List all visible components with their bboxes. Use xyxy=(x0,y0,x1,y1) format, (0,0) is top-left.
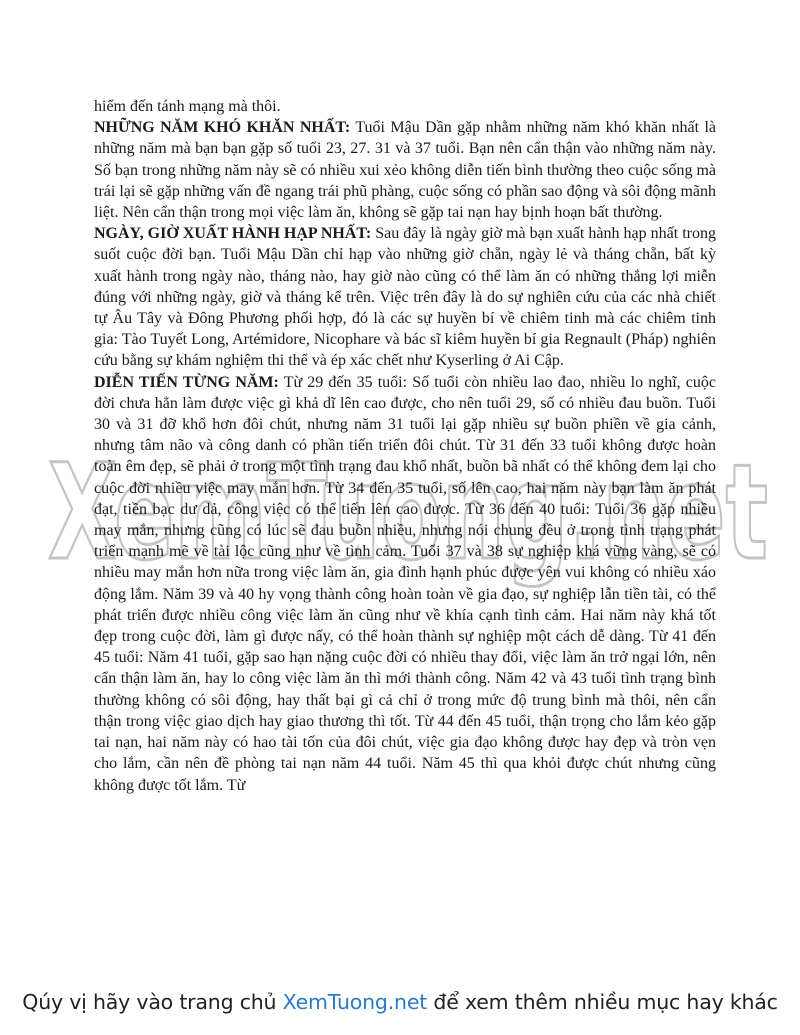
section-text: Từ 29 đến 35 tuổi: Số tuổi còn nhiều lao đao, nhiều lo nghĩ, cuộc đời chưa hẳn làm được việc gì khả dĩ lên cao được, cho nên tuổi 29, số có nhiều đau buồn. Tuổi 30 và 31 đỡ khổ hơn đôi chút, nhưng năm 31 tuổi lại gặp nhiều sự buồn phiền về gia cảnh, nhưng tâm não và công danh có phần tiến triển đôi chút. Từ 31 đến 33 tuổi không được hoàn toàn êm đẹp, sẽ phải ở trong một tình trạng đau khổ nhất, buồn bã nhất có thể không đem lại cho cuộc đời nhiều việc may mắn hơn. Từ 34 đến 35 tuổi, số lên cao, hai năm này bạn làm ăn phát đạt, tiền bạc dư dả, công việc có thể tiến lên cao được. Từ 36 đến 40 tuổi: Tuổi 36 gặp nhiều may mắn, nhưng cũng có lúc sẽ đau buồn nhiều, nhưng nói chung đều ở trong tình trạng phát triển mạnh mẽ về tài lộc cũng như về tình cảm. Tuổi 37 và 38 sự nghiệp khá vững vàng, sẽ có nhiều may mắn hơn nữa trong việc làm ăn, gia đình hạnh phúc được yên vui không có nhiều xáo động lắm. Năm 39 và 40 hy vọng thành công hoàn toàn về gia đạo, sự nghiệp lẫn tiền tài, có thể phát triển được nhiều công việc làm ăn cũng như về khía cạnh tình cảm. Hai năm này khá tốt đẹp trong cuộc đời, làm gì được nấy, có thể hoàn thành sự nghiệp một cách dễ dàng. Từ 41 đến 45 tuổi: Năm 41 tuổi, gặp sao hạn nặng cuộc đời có nhiều thay đổi, việc làm ăn trở ngại lớn, nên cẩn thận làm ăn, hay lo công việc làm ăn thì mới thành công. Năm 42 và 43 tuổi tình trạng bình thường không có sôi động, hay thất bại gì cả chỉ ở trong mức độ trung bình mà thôi, nên cẩn thận trong việc giao dịch hay giao thương thì tốt. Từ 44 đến 45 tuổi, thận trọng cho lắm kẻo gặp tai nạn, hai năm này có hao tài tốn của đôi chút, việc gia đạo không được hay đẹp và tròn vẹn cho lắm, cần nên đề phòng tai nạn năm 44 tuổi. Năm 45 thì qua khỏi được chút nhưng cũng không được tốt lắm. Từ xyxy=(94,373,717,794)
section-yearly-progress xyxy=(94,372,716,796)
section-heading: NGÀY, GIỜ XUẤT HÀNH HẠP NHẤT: xyxy=(94,225,372,243)
footer-banner xyxy=(0,990,800,1014)
watermark-text: XemTuong.net xyxy=(48,440,768,590)
section-heading: NHỮNG NĂM KHÓ KHĂN NHẤT: xyxy=(94,119,351,137)
section-text: Sau đây là ngày giờ mà bạn xuất hành hạp nhất trong suốt cuộc đời bạn. Tuổi Mậu Dần chỉ hạp vào những giờ chẵn, ngày lẻ và tháng chẵn, bất kỳ xuất hành trong ngày nào, tháng nào, hay giờ nào cũng có thể làm ăn có những thắng lợi miễn đúng với những ngày, giờ và tháng kể trên. Việc trên đây là do sự nghiên cứu của các nhà chiết tự Âu Tây và Đông Phương phối hợp, đó là các sự huyền bí về chiêm tinh mà các chiêm tinh gia: Tào Tuyết Long, Artémidore, Nicophare và bác sĩ kiêm huyền bí gia Regnault (Pháp) nghiên cứu bằng sự khám nghiệm thi thể và ép xác chết như Kyserling ở Ai Cập. xyxy=(94,225,717,370)
section-text: Tuổi Mậu Dần gặp nhằm những năm khó khăn nhất là những năm mà bạn bạn gặp số tuổi 23, 27. 31 và 37 tuổi. Bạn nên cẩn thận vào những năm này. Số bạn trong những năm này sẽ có nhiều xui xẻo không diễn tiến bình thường theo cuộc sống mà trái lại sẽ gặp những vấn đề ngang trái phũ phàng, cuộc sống có phần sao động và sôi động mãnh liệt. Nên cẩn thận trong mọi việc làm ăn, không sẽ gặp tai nạn hay bịnh hoạn bất thường. xyxy=(94,119,716,222)
footer-text-before: Qúy vị hãy vào trang chủ xyxy=(22,990,283,1014)
intro-line: hiểm đến tánh mạng mà thôi. xyxy=(94,98,281,115)
section-heading: DIỄN TIẾN TỪNG NĂM: xyxy=(94,373,279,391)
section-travel-days xyxy=(94,223,716,371)
footer-text-after: để xem thêm nhiều mục hay khác xyxy=(427,990,778,1014)
home-link[interactable]: XemTuong.net xyxy=(282,990,428,1014)
article-body xyxy=(94,96,716,796)
section-hard-years xyxy=(94,117,716,223)
